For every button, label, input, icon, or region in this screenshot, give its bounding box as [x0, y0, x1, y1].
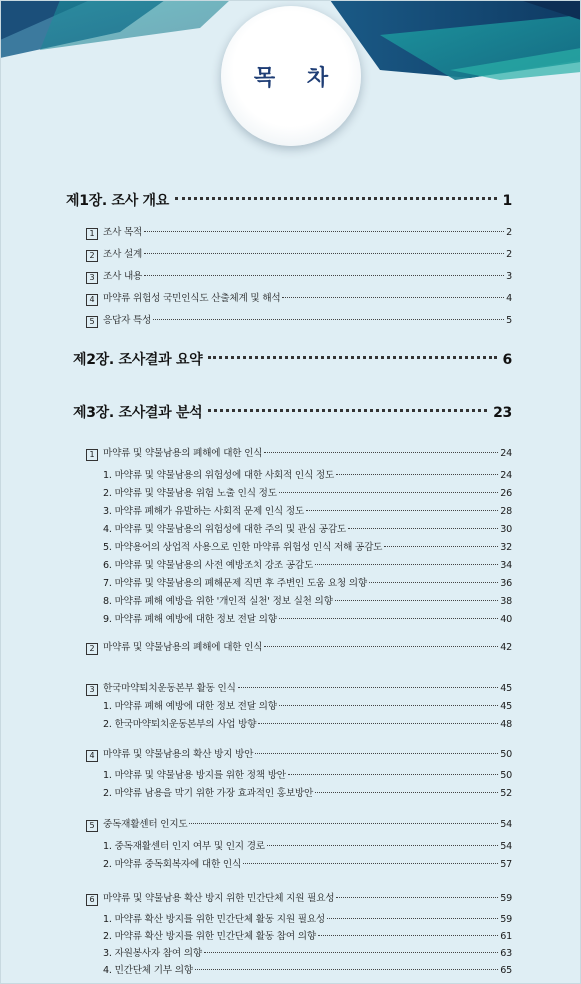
dot-leader	[336, 474, 498, 475]
item-label: 1. 마약류 폐해 예방에 대한 정보 전달 의향	[103, 701, 277, 712]
page-number: 48	[500, 719, 512, 730]
dot-leader	[318, 935, 498, 936]
dot-leader	[384, 546, 498, 547]
toc-item[interactable]	[103, 856, 512, 870]
section-number-box: 3	[86, 272, 98, 284]
page-number: 54	[500, 819, 512, 830]
item-label: 1. 마약류 및 약물남용 방지를 위한 정책 방안	[103, 770, 286, 781]
toc-section[interactable]	[86, 816, 512, 831]
section-label: 한국마약퇴치운동본부 활동 인식	[103, 683, 236, 694]
dot-leader	[175, 197, 497, 200]
toc-section[interactable]	[86, 224, 512, 239]
dot-leader	[282, 297, 504, 298]
page-number: 45	[500, 701, 512, 712]
dot-leader	[204, 952, 498, 953]
dot-leader	[255, 753, 498, 754]
page-number: 30	[500, 524, 512, 535]
page-number: 45	[500, 683, 512, 694]
toc-item[interactable]	[103, 911, 512, 925]
page-number: 6	[502, 352, 512, 368]
item-label: 6. 마약류 및 약물남용의 사전 예방조치 강조 공감도	[103, 560, 314, 571]
item-label: 7. 마약류 및 약물남용의 폐해문제 직면 후 주변인 도움 요청 의향	[103, 578, 367, 589]
item-label: 1. 마약류 확산 방지를 위한 민간단체 활동 지원 필요성	[103, 914, 325, 925]
dot-leader	[153, 319, 504, 320]
page-number: 3	[506, 271, 512, 282]
item-label: 4. 마약류 및 약물남용의 위험성에 대한 주의 및 관심 공감도	[103, 524, 346, 535]
dot-leader	[279, 705, 498, 706]
toc-item[interactable]	[103, 785, 512, 799]
chapter-label: 제3장. 조사결과 분석	[73, 405, 203, 421]
toc-section[interactable]	[86, 290, 512, 305]
page-number: 63	[500, 948, 512, 959]
section-number-box: 4	[86, 750, 98, 762]
section-number-box: 6	[86, 894, 98, 906]
item-label: 1. 중독재활센터 인지 여부 및 인지 경로	[103, 841, 265, 852]
toc-section[interactable]	[86, 639, 512, 654]
dot-leader	[315, 792, 498, 793]
page-number: 1	[502, 193, 512, 209]
toc-item[interactable]	[103, 698, 512, 712]
chapter-label: 제2장. 조사결과 요약	[73, 352, 203, 368]
section-number-box: 3	[86, 684, 98, 696]
page-number: 61	[500, 931, 512, 942]
section-label: 응답자 특성	[103, 315, 152, 326]
page-number: 59	[500, 914, 512, 925]
page-number: 32	[500, 542, 512, 553]
item-label: 4. 민간단체 기부 의향	[103, 965, 193, 976]
dot-leader	[335, 600, 498, 601]
section-number-box: 5	[86, 316, 98, 328]
section-number-box: 5	[86, 820, 98, 832]
page-number: 57	[500, 859, 512, 870]
page-number: 5	[506, 315, 512, 326]
item-label: 1. 마약류 및 약물남용의 위험성에 대한 사회적 인식 정도	[103, 470, 335, 481]
page-number: 59	[500, 893, 512, 904]
page-number: 36	[500, 578, 512, 589]
dot-leader	[264, 452, 498, 453]
dot-leader	[267, 845, 498, 846]
toc-chapter-1[interactable]	[66, 190, 512, 210]
dot-leader	[195, 969, 498, 970]
page-number: 24	[500, 448, 512, 459]
item-label: 2. 마약류 및 약물남용 위험 노출 인식 정도	[103, 488, 277, 499]
dot-leader	[189, 823, 498, 824]
toc-item[interactable]	[103, 962, 512, 976]
dot-leader	[327, 918, 498, 919]
dot-leader	[315, 564, 498, 565]
toc-item[interactable]	[103, 928, 512, 942]
dot-leader	[144, 253, 504, 254]
toc-item[interactable]	[103, 575, 512, 589]
dot-leader	[264, 646, 498, 647]
toc-section[interactable]	[86, 246, 512, 261]
item-label: 5. 마약용어의 상업적 사용으로 인한 마약류 위험성 인식 저해 공감도	[103, 542, 383, 553]
toc-item[interactable]	[103, 521, 512, 535]
section-number-box: 1	[86, 449, 98, 461]
section-label: 마약류 및 약물남용의 폐해에 대한 인식	[103, 642, 263, 653]
toc-item[interactable]	[103, 945, 512, 959]
toc-section[interactable]	[86, 890, 512, 905]
page-number: 50	[500, 770, 512, 781]
section-label: 중독재활센터 인지도	[103, 819, 188, 830]
toc-item[interactable]	[103, 767, 512, 781]
page-number: 28	[500, 506, 512, 517]
toc-item[interactable]	[103, 485, 512, 499]
section-label: 조사 내용	[103, 271, 143, 282]
toc-item[interactable]	[103, 611, 512, 625]
page-number: 65	[500, 965, 512, 976]
item-label: 3. 자원봉사자 참여 의향	[103, 948, 202, 959]
dot-leader	[208, 356, 496, 359]
toc-section[interactable]	[86, 445, 512, 460]
toc-item[interactable]	[103, 593, 512, 607]
item-label: 8. 마약류 폐해 예방을 위한 '개인적 실천' 정보 실천 의향	[103, 596, 333, 607]
toc-section[interactable]	[86, 312, 512, 327]
dot-leader	[208, 409, 487, 412]
dot-leader	[288, 774, 498, 775]
title-circle	[221, 6, 361, 146]
toc-item[interactable]	[103, 467, 512, 481]
item-label: 2. 마약류 남용을 막기 위한 가장 효과적인 홍보방안	[103, 788, 314, 799]
toc-item[interactable]	[103, 838, 512, 852]
item-label: 2. 한국마약퇴치운동본부의 사업 방향	[103, 719, 257, 730]
page-number: 40	[500, 614, 512, 625]
item-label: 2. 마약류 확산 방지를 위한 민간단체 활동 참여 의향	[103, 931, 316, 942]
section-label: 조사 설계	[103, 249, 143, 260]
dot-leader	[258, 723, 498, 724]
section-number-box: 2	[86, 643, 98, 655]
page-title: 목 차	[253, 65, 341, 91]
item-label: 3. 마약류 폐해가 유발하는 사회적 문제 인식 정도	[103, 506, 304, 517]
page-number: 2	[506, 227, 512, 238]
page-number: 50	[500, 749, 512, 760]
item-label: 9. 마약류 폐해 예방에 대한 정보 전달 의향	[103, 614, 277, 625]
page-number: 23	[493, 405, 512, 421]
dot-leader	[306, 510, 498, 511]
section-number-box: 4	[86, 294, 98, 306]
toc-chapter-3[interactable]	[73, 402, 512, 422]
toc-chapter-2[interactable]	[73, 349, 512, 369]
dot-leader	[279, 618, 498, 619]
page-number: 42	[500, 642, 512, 653]
section-label: 마약류 및 약물남용의 폐해에 대한 인식	[103, 448, 263, 459]
page-number: 38	[500, 596, 512, 607]
dot-leader	[279, 492, 498, 493]
dot-leader	[144, 275, 504, 276]
dot-leader	[238, 687, 499, 688]
item-label: 2. 마약류 중독회복자에 대한 인식	[103, 859, 242, 870]
page-number: 2	[506, 249, 512, 260]
toc-section[interactable]	[86, 268, 512, 283]
toc-item[interactable]	[103, 557, 512, 571]
chapter-label: 제1장. 조사 개요	[66, 193, 169, 209]
section-number-box: 1	[86, 228, 98, 240]
section-number-box: 2	[86, 250, 98, 262]
toc-section[interactable]	[86, 746, 512, 761]
section-label: 마약류 및 약물남용 확산 방지 위한 민간단체 지원 필요성	[103, 893, 335, 904]
toc-item[interactable]	[103, 503, 512, 517]
section-label: 마약류 위험성 국민인식도 산출체계 및 해석	[103, 293, 281, 304]
page-number: 52	[500, 788, 512, 799]
section-label: 조사 목적	[103, 227, 143, 238]
dot-leader	[369, 582, 498, 583]
page-number: 24	[500, 470, 512, 481]
dot-leader	[243, 863, 498, 864]
dot-leader	[348, 528, 498, 529]
section-label: 마약류 및 약물남용의 확산 방지 방안	[103, 749, 254, 760]
page-number: 54	[500, 841, 512, 852]
page-number: 4	[506, 293, 512, 304]
dot-leader	[336, 897, 498, 898]
page-number: 26	[500, 488, 512, 499]
page-number: 34	[500, 560, 512, 571]
toc-item[interactable]	[103, 716, 512, 730]
toc-item[interactable]	[103, 539, 512, 553]
dot-leader	[144, 231, 504, 232]
toc-section[interactable]	[86, 680, 512, 695]
